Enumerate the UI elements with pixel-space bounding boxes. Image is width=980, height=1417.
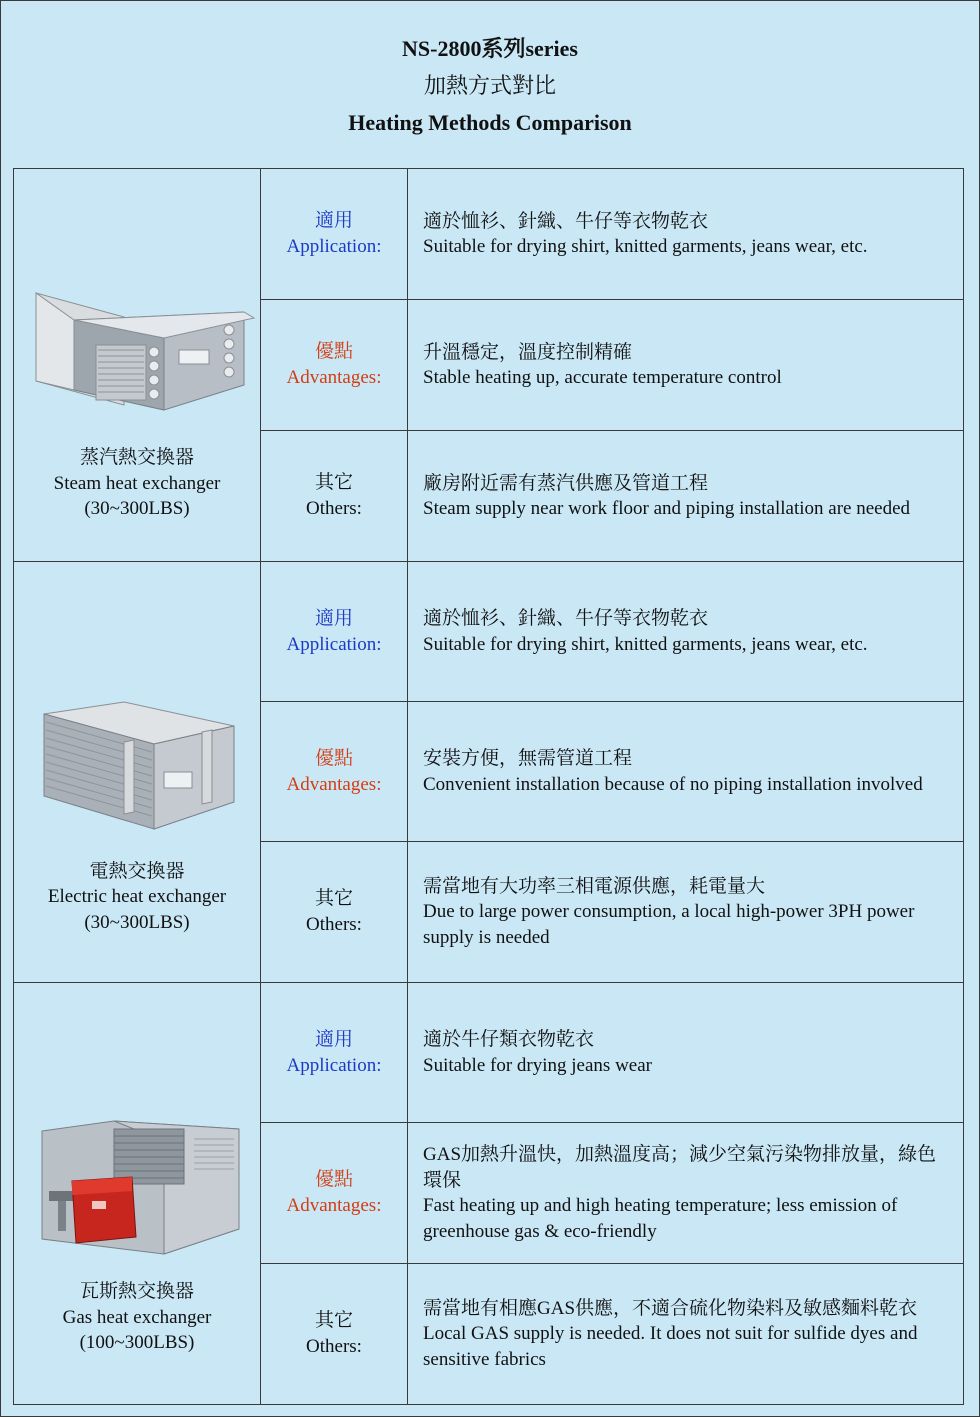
label-en: Advantages: bbox=[286, 1195, 382, 1216]
desc-cn: 適於牛仔類衣物乾衣 bbox=[423, 1029, 595, 1050]
type-name-en: Gas heat exchanger bbox=[62, 1306, 212, 1328]
desc-cn: 安裝方便，無需管道工程 bbox=[423, 748, 633, 769]
label-others bbox=[261, 1264, 408, 1405]
label-cn: 其它 bbox=[314, 472, 353, 493]
desc-advantages bbox=[408, 300, 964, 431]
label-en: Others: bbox=[306, 498, 362, 519]
page-header bbox=[0, 30, 980, 141]
type-name-en: Electric heat exchanger bbox=[47, 886, 227, 908]
desc-en: Stable heating up, accurate temperature control bbox=[423, 367, 782, 388]
label-cn: 其它 bbox=[314, 888, 353, 909]
label-cn: 優點 bbox=[314, 747, 353, 769]
label-cn: 適用 bbox=[314, 1028, 353, 1050]
title-english: Heating Methods Comparison bbox=[348, 110, 632, 135]
desc-cn: GAS加熱升溫快，加熱溫度高；減少空氣污染物排放量，綠色環保 bbox=[423, 1144, 937, 1191]
label-advantages bbox=[261, 702, 408, 842]
type-capacity: (30~300LBS) bbox=[84, 498, 190, 520]
label-en: Advantages: bbox=[286, 367, 382, 388]
label-cn: 適用 bbox=[314, 210, 353, 231]
desc-cn: 需當地有相應GAS供應，不適合硫化物染料及敏感麵料乾衣 bbox=[423, 1297, 918, 1319]
label-en: Others: bbox=[306, 914, 362, 935]
type-name-cn: 電熱交換器 bbox=[89, 860, 185, 882]
table-row bbox=[14, 562, 964, 702]
desc-en: Convenient installation because of no piping installation involved bbox=[423, 773, 923, 795]
desc-others bbox=[408, 842, 964, 983]
label-cn: 優點 bbox=[314, 341, 353, 362]
label-application bbox=[261, 983, 408, 1123]
desc-cn: 適於恤衫、針織、牛仔等衣物乾衣 bbox=[423, 210, 709, 232]
label-cn: 其它 bbox=[314, 1310, 353, 1331]
type-cell-electric bbox=[14, 562, 261, 983]
label-application bbox=[261, 562, 408, 702]
desc-en: Suitable for drying jeans wear bbox=[423, 1054, 652, 1076]
type-name-en: Steam heat exchanger bbox=[53, 472, 221, 494]
label-en: Application: bbox=[286, 633, 382, 655]
desc-cn: 升溫穩定，溫度控制精確 bbox=[423, 341, 633, 363]
title-chinese: 加熱方式對比 bbox=[423, 73, 556, 98]
type-cell-gas bbox=[14, 983, 261, 1405]
desc-en: Suitable for drying shirt, knitted garments, jeans wear, etc. bbox=[423, 633, 868, 655]
label-others bbox=[261, 842, 408, 983]
electric-exchanger-image bbox=[14, 694, 260, 864]
type-cell-steam bbox=[14, 169, 261, 562]
desc-en: Due to large power consumption, a local high-power 3PH power supply is needed bbox=[423, 901, 915, 948]
type-name-cn: 蒸汽熱交換器 bbox=[79, 447, 194, 469]
desc-en: Fast heating up and high heating temperature; less emission of greenhouse gas & eco-friendly bbox=[423, 1195, 898, 1242]
desc-en: Suitable for drying shirt, knitted garments, jeans wear, etc. bbox=[423, 236, 868, 257]
label-en: Others: bbox=[306, 1336, 362, 1357]
label-en: Advantages: bbox=[286, 773, 382, 795]
label-others bbox=[261, 431, 408, 562]
desc-application bbox=[408, 169, 964, 300]
desc-advantages bbox=[408, 702, 964, 842]
steam-exchanger-image bbox=[14, 290, 260, 445]
label-application bbox=[261, 169, 408, 300]
table-row bbox=[14, 169, 964, 300]
desc-en: Steam supply near work floor and piping installation are needed bbox=[423, 498, 911, 519]
title-model: NS-2800系列series bbox=[402, 36, 578, 61]
label-en: Application: bbox=[286, 236, 382, 257]
desc-cn: 廠房附近需有蒸汽供應及管道工程 bbox=[423, 472, 709, 494]
comparison-table bbox=[13, 168, 964, 1405]
table-row bbox=[14, 983, 964, 1123]
type-name-cn: 瓦斯熱交換器 bbox=[79, 1281, 194, 1303]
desc-cn: 適於恤衫、針織、牛仔等衣物乾衣 bbox=[423, 608, 709, 629]
type-capacity: (30~300LBS) bbox=[84, 911, 190, 933]
gas-exchanger-image bbox=[14, 1119, 260, 1284]
label-advantages bbox=[261, 1123, 408, 1264]
label-cn: 優點 bbox=[314, 1169, 353, 1190]
label-advantages bbox=[261, 300, 408, 431]
type-capacity: (100~300LBS) bbox=[79, 1332, 195, 1354]
desc-advantages bbox=[408, 1123, 964, 1264]
label-en: Application: bbox=[286, 1054, 382, 1076]
desc-application bbox=[408, 562, 964, 702]
label-cn: 適用 bbox=[314, 607, 353, 629]
desc-application bbox=[408, 983, 964, 1123]
desc-others bbox=[408, 1264, 964, 1405]
desc-en: Local GAS supply is needed. It does not suit for sulfide dyes and sensitive fabrics bbox=[423, 1323, 918, 1370]
desc-cn: 需當地有大功率三相電源供應，耗電量大 bbox=[423, 875, 766, 897]
desc-others bbox=[408, 431, 964, 562]
